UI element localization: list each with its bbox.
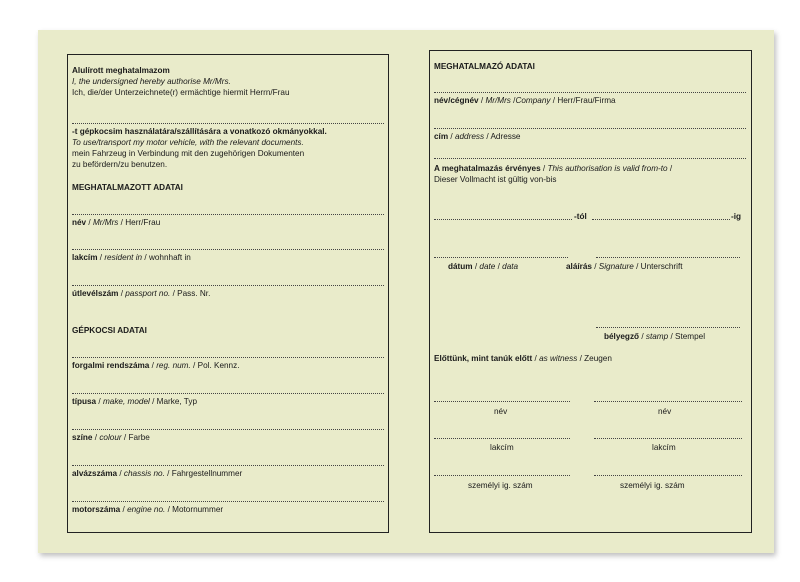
passport-line[interactable] (72, 285, 384, 286)
authorize-en: I, the undersigned hereby authorise Mr/Mrs. (72, 77, 231, 86)
authorize-de: Ich, die/der Unterzeichnete(r) ermächtige hiermit Herrn/Frau (72, 88, 290, 97)
name-label: név / Mr/Mrs / Herr/Frau (72, 218, 161, 227)
witness1-id-line[interactable] (434, 475, 570, 476)
make-line[interactable] (72, 393, 384, 394)
valid-to-suffix: -ig (731, 212, 742, 221)
witness1-address-label: lakcím (490, 443, 514, 452)
witness1-id-label: személyi ig. szám (468, 481, 533, 490)
date-line[interactable] (434, 257, 568, 258)
authoriser-extra-line[interactable] (434, 158, 746, 159)
left-panel (67, 54, 389, 533)
resident-line[interactable] (72, 249, 384, 250)
authorised-heading: MEGHATALMAZOTT ADATAI (72, 183, 183, 192)
colour-label: színe / colour / Farbe (72, 433, 150, 442)
witness2-name-label: név (658, 407, 672, 416)
purpose-hu: -t gépkocsim használatára/szállítására a vonatkozó okmányokkal. (72, 127, 327, 136)
right-panel (429, 50, 752, 533)
witness2-address-label: lakcím (652, 443, 676, 452)
chassis-line[interactable] (72, 465, 384, 466)
stamp-line[interactable] (596, 327, 740, 328)
authoriser-name-label: név/cégnév / Mr/Mrs /Company / Herr/Frau/Firma (434, 96, 616, 105)
witness2-id-label: személyi ig. szám (620, 481, 685, 490)
authorize-name-line[interactable] (72, 123, 384, 124)
engine-label: motorszáma / engine no. / Motornummer (72, 505, 224, 514)
authorize-hu: Alulírott meghatalmazom (72, 66, 170, 75)
name-line[interactable] (72, 214, 384, 215)
stamp-label: bélyegző / stamp / Stempel (604, 332, 706, 341)
witness1-address-line[interactable] (434, 438, 570, 439)
make-label: típusa / make, model / Marke, Typ (72, 397, 198, 406)
signature-label: aláírás / Signature / Unterschrift (566, 262, 683, 271)
purpose-en: To use/transport my motor vehicle, with the relevant documents. (72, 138, 304, 147)
colour-line[interactable] (72, 429, 384, 430)
witness2-name-line[interactable] (594, 401, 742, 402)
resident-label: lakcím / resident in / wohnhaft in (72, 253, 191, 262)
chassis-label: alvázszáma / chassis no. / Fahrgestellnummer (72, 469, 243, 478)
validity-de: Dieser Vollmacht ist gültig von-bis (434, 175, 557, 184)
valid-from-line[interactable] (434, 219, 572, 220)
signature-line[interactable] (596, 257, 740, 258)
engine-line[interactable] (72, 501, 384, 502)
authoriser-address-label: cím / address / Adresse (434, 132, 521, 141)
authoriser-address-line[interactable] (434, 128, 746, 129)
authoriser-name-line[interactable] (434, 92, 746, 93)
witness-label: Előttünk, mint tanúk előtt / as witness / Zeugen (434, 354, 612, 363)
purpose-de2: zu befördern/zu benutzen. (72, 160, 168, 169)
date-label: dátum / date / data (448, 262, 519, 271)
passport-label: útlevélszám / passport no. / Pass. Nr. (72, 289, 211, 298)
valid-from-suffix: -tól (574, 212, 587, 221)
witness1-name-label: név (494, 407, 508, 416)
authorization-form-sheet (38, 30, 774, 553)
witness1-name-line[interactable] (434, 401, 570, 402)
valid-to-line[interactable] (592, 219, 730, 220)
validity-label: A meghatalmazás érvényes / This authorisation is valid from-to / (434, 164, 673, 173)
authoriser-heading: MEGHATALMAZÓ ADATAI (434, 62, 535, 71)
purpose-de1: mein Fahrzeug in Verbindung mit den zugehörigen Dokumenten (72, 149, 305, 158)
vehicle-heading: GÉPKOCSI ADATAI (72, 326, 147, 335)
reg-line[interactable] (72, 357, 384, 358)
witness2-id-line[interactable] (594, 475, 742, 476)
reg-label: forgalmi rendszáma / reg. num. / Pol. Kennz. (72, 361, 240, 370)
witness2-address-line[interactable] (594, 438, 742, 439)
